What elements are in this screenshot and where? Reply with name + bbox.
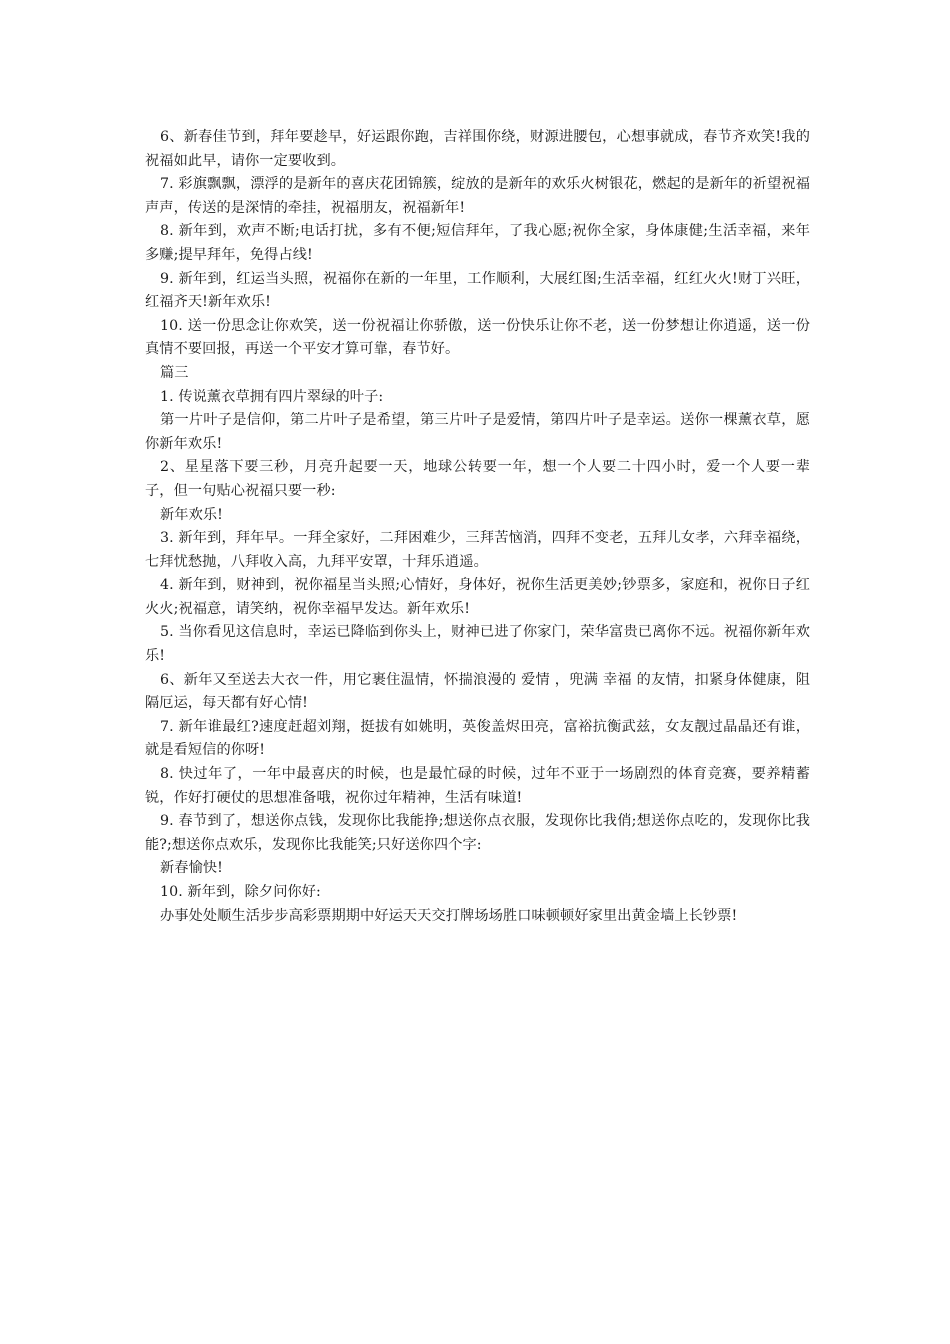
paragraph-greeting-8: 8. 新年到，欢声不断;电话打扰，多有不便;短信拜年，了我心愿;祝你全家，身体康健;生活幸福，来年多赚;提早拜年，免得占线! [145,223,810,263]
section-heading: 篇三 [160,364,189,381]
paragraph-greeting-9b: 9. 春节到了，想送你点钱，发现你比我能挣;想送你点衣服，发现你比我俏;想送你点吃的，发现你比我能?;想送你点欢乐，发现你比我能笑;只好送你四个字: [145,813,810,853]
paragraph-greeting-7: 7. 彩旗飘飘，漂浮的是新年的喜庆花团锦簇，绽放的是新年的欢乐火树银花，燃起的是新年的祈望祝福声声，传送的是深情的牵挂，祝福朋友，祝福新年! [145,176,810,216]
paragraph-greeting-4: 4. 新年到，财神到，祝你福星当头照;心情好，身体好，祝你生活更美妙;钞票多，家庭和，祝你日子红火火;祝福意，请笑纳，祝你幸福早发达。新年欢乐! [145,577,810,617]
paragraph-greeting-2: 2、星星落下要三秒，月亮升起要一天，地球公转要一年，想一个人要二十四小时，爱一个人要一辈子，但一句贴心祝福只要一秒: [145,459,810,499]
document-body [145,126,810,928]
paragraph-greeting-8b: 8. 快过年了，一年中最喜庆的时候，也是最忙碌的时候，过年不亚于一场剧烈的体育竞赛，要养精蓄锐，作好打硬仗的思想准备哦，祝你过年精神，生活有味道! [145,766,810,806]
paragraph-greeting-6: 6、新春佳节到，拜年要趁早，好运跟你跑，吉祥围你绕，财源进腰包，心想事就成，春节齐欢笑!我的祝福如此早，请你一定要收到。 [145,129,810,169]
paragraph-greeting-10: 10. 送一份思念让你欢笑，送一份祝福让你骄傲，送一份快乐让你不老，送一份梦想让你逍遥，送一份真情不要回报，再送一个平安才算可靠，春节好。 [145,317,810,358]
paragraph-greeting-10b-continued: 办事处处顺生活步步高彩票期期中好运天天交打牌场场胜口味顿顿好家里出黄金墙上长钞票! [160,907,738,924]
paragraph-greeting-1: 1. 传说薰衣草拥有四片翠绿的叶子: [160,388,384,405]
paragraph-greeting-2-continued: 新年欢乐! [160,506,223,523]
paragraph-greeting-3: 3. 新年到，拜年早。一拜全家好，二拜困难少，三拜苦恼消，四拜不变老，五拜儿女孝，六拜幸福绕，七拜忧愁抛，八拜收入高，九拜平安罩，十拜乐逍遥。 [145,530,810,570]
paragraph-greeting-1-continued: 第一片叶子是信仰，第二片叶子是希望，第三片叶子是爱情，第四片叶子是幸运。送你一棵薰衣草，愿你新年欢乐! [145,412,810,452]
paragraph-greeting-9b-continued: 新春愉快! [160,860,223,877]
paragraph-greeting-5: 5. 当你看见这信息时，幸运已降临到你头上，财神已进了你家门，荣华富贵已离你不远。祝福你新年欢乐! [145,624,810,665]
paragraph-greeting-6b: 6、新年又至送去大衣一件，用它裹住温情，怀揣浪漫的 爱情 ，兜满 幸福 的友情，扣紧身体健康，阻隔厄运，每天都有好心情! [145,671,810,712]
paragraph-greeting-9: 9. 新年到，红运当头照，祝福你在新的一年里，工作顺利，大展红图;生活幸福，红红火火!财丁兴旺，红福齐天!新年欢乐! [145,270,810,311]
paragraph-greeting-7b: 7. 新年谁最红?速度赶超刘翔，挺拔有如姚明，英俊盖烬田亮，富裕抗衡武兹，女友靓过晶晶还有谁，就是看短信的你呀! [145,718,810,759]
paragraph-greeting-10b: 10. 新年到，除夕问你好: [160,884,321,900]
